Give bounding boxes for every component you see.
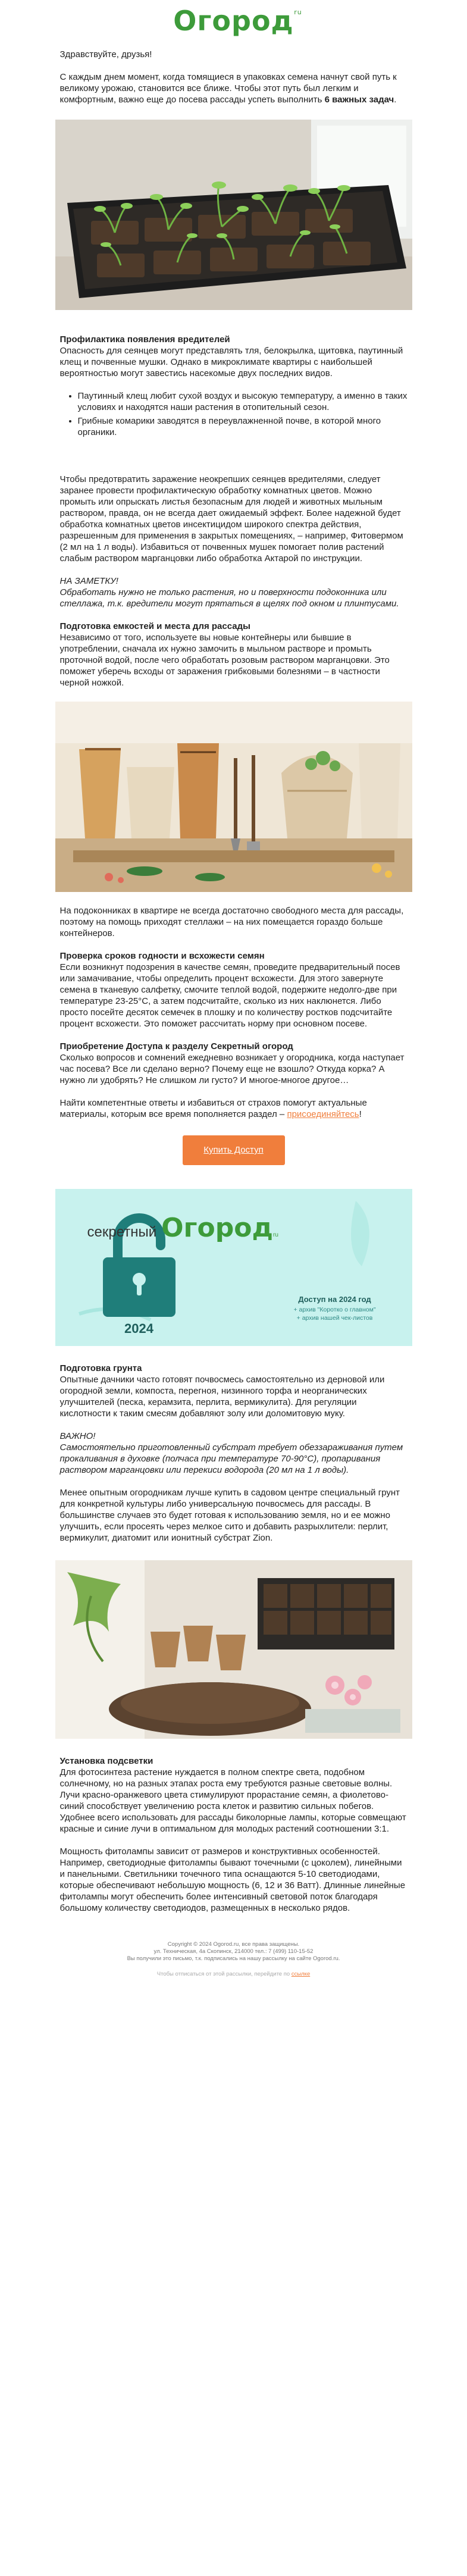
intro-section [55,49,412,105]
access-section [55,1041,412,1120]
light-section [55,1755,412,1914]
footer-reason: Вы получили это письмо, т.к. подписались на нашу рассылку на сайте Ogorod.ru. [127,1955,340,1962]
light-title: Установка подсветки [59,1756,153,1766]
join-link[interactable]: присоединяйтесь [287,1109,359,1119]
light-text-2: Мощность фитолампы зависит от размеров и конструктивных особенностей. Например, светодиодные фитолампы бывают точечными (с цоколем), линейными и панельными. Светильники точечного типа оснащаются 5-10 светодиодами, которые обеспечивают небольшую мощность (6, 12 и 36 Ватт). Длинные линейные фитолампы могут обеспечить более интенсивный световой поток благодаря большому количеству светодиодов, размещенных в несколько рядов. [59,1846,406,1913]
banner-line-1: + архив "Коротко о главном" [293,1306,376,1313]
buy-access-button[interactable]: Купить Доступ [183,1135,285,1165]
access-text-2: Найти компетентные ответы и избавиться от страхов помогут актуальные материалы, которым все время пополняется раздел – присоединяйтесь! [59,1098,367,1119]
soil-peat-pots-image [55,1560,412,1739]
brand-logo[interactable] [173,5,302,37]
banner-prefix: секретный [87,1224,157,1240]
containers-section [55,621,412,688]
pests-section [55,334,412,609]
list-item: • Паутинный клещ любит сухой воздух и высокую температуру, а именно в таких условиях и находятся наши растения в отопительный сезон. [78,390,408,413]
soil-text-2: Менее опытным огородникам лучше купить в садовом центре специальный грунт для конкретной культуры либо универсальную почвосмесь для рассады. В большинстве случаев это будет готовая к использованию земля, но и ее можно улучшить, если просеять через мелкое сито и добавить разрыхлители: перлит, вермикулит, диатомит или ионитный субстрат Zion. [59,1488,400,1543]
containers-text: Независимо от того, используете вы новые контейнеры или бывшие в употреблении, сначала их нужно замочить в мыльном растворе и промыть проточной водой, после чего обработать розовым раствором марганцовки. Это поможет уберечь всходы от заражения грибковыми болезнями – в частности черной ножкой. [59,633,390,688]
soil-section [55,1363,412,1544]
seeds-title: Проверка сроков годности и всхожести семян [59,951,265,961]
pests-note-title: НА ЗАМЕТКУ! [59,576,118,586]
logo-text: Огород [173,5,294,37]
pests-list [60,390,408,438]
buy-button-row [55,1135,412,1165]
footer-address: ул. Техническая, 4а Скопинск, 214000 тел.: 7 (499) 110-15-52 [153,1948,314,1955]
containers-section-2 [55,905,412,939]
seeds-section [55,950,412,1029]
greeting: Здравствуйте, друзья! [59,49,152,60]
soil-title: Подготовка грунта [59,1363,142,1373]
banner-logo-sup: ru [273,1232,278,1238]
banner-line-2: + архив нашей чек-листов [296,1314,373,1322]
pests-title: Профилактика появления вредителей [59,334,230,345]
list-item: • Грибные комарики заводятся в переувлажненной почве, в которой много органики. [78,415,408,438]
logo-sup: ru [294,8,302,16]
seedlings-tray-image [55,120,412,310]
footer-copyright: Copyright © 2024 Ogorod.ru, все права защищены. [167,1941,300,1948]
email-header [55,0,412,42]
intro-text: С каждым днем момент, когда томящиеся в упаковках семена начнут свой путь к великому урожаю, становится все ближе. Чтобы этот путь был легким и комфортным, важно еще до посева рассады успеть выполнить 6 важных задач. [59,72,397,105]
light-text: Для фотосинтеза растение нуждается в полном спектре света, подобном солнечному, но на разных этапах роста ему требуются разные световые волны. Лучи красно-оранжевого цвета стимулируют прорастание семян, а фиолетово-синий способствует увеличению роста клеток и развитию сильных побегов. Удобнее всего использовать для рассады биколорные лампы, которые совмещают красные и синие лучи в оптимальном для молодых растений соотношении 3:1. [59,1767,406,1834]
pests-text-2: Чтобы предотвратить заражение неокрепших сеянцев вредителями, следует заранее провести профилактическую обработку комнатных цветов. Можно промыть или опрыскать листья безопасным для людей и животных мыльным раствором, правда, он не всегда дает ожидаемый эффект. Более надежной будет обработка комнатных цветов инсектицидом широкого спектра действия, разрешенным для применения в закрытых помещениях, – например, Фитовермом (2 мл на 1 л воды). Избавиться от почвенных мушек помогает полив растений слабым раствором марганцовки либо обработка Актарой по инструкции. [59,474,403,564]
access-title: Приобретение Доступа к разделу Секретный огород [59,1041,293,1051]
banner-access-title: Доступ на 2024 год [298,1295,371,1304]
seeds-text: Если возникнут подозрения в качестве семян, проведите предварительный посев или замачивание, чтобы определить процент всхожести. Для этого завернуте семена в тканевую салфетку, смочите теплой водой, подержите недолго-две при температуре 23-25°С, а затем подсчитайте, сколько из них наклюнется. Либо просто посейте десяток семечек в плошку и по количеству ростков подсчитайте процент всхожести. Это поможет рассчитать норму при основном посеве. [59,962,400,1029]
containers-text-2: На подоконниках в квартире не всегда достаточно свободного места для рассады, поэтому на помощь приходят стеллажи – на них помещается гораздо больше контейнеров. [59,906,404,938]
pests-note-text: Обработать нужно не только растения, но и поверхности подоконника или стеллажа, т.к. вредители могут прятаться в щелях под окном и плинтусами. [59,587,399,609]
access-text: Сколько вопросов и сомнений ежедневно возникает у огородника, когда наступает час посева? Все ли сделано верно? Почему еще не взошло? Откуда корка? А нужно ли удобрять? Не слишком ли густо? И многое-многое другое… [59,1053,405,1085]
soil-note-text: Самостоятельно приготовленный субстрат требует обеззараживания путем прокаливания в духовке (полчаса при температуре 70-90°С), пропаривания раствором марганцовки или перекиси водорода (20 мл на 1 л воды). [59,1442,403,1475]
footer-unsubscribe: Чтобы отписаться от этой рассылки, перейдите по ссылке [156,1971,311,1977]
banner-year: 2024 [124,1321,153,1336]
pests-text: Опасность для сеянцев могут представлять тля, белокрылка, щитовка, паутинный клещ и почвенные мушки. Однако в микроклимате квартиры с наибольшей вероятностью могут завестись насекомые двух последних видов. [59,346,403,378]
banner-logo [87,1213,278,1243]
email-footer [55,1941,412,1978]
email-container [55,0,412,1978]
banner-logo-text: Огород [161,1213,274,1243]
pots-and-tools-image [55,702,412,892]
containers-title: Подготовка емкостей и места для рассады [59,621,250,631]
soil-text: Опытные дачники часто готовят почвосмесь самостоятельно из дерновой или огородной земли, компоста, перегноя, низинного торфа и неорганических улучшителей (песка, керамзита, перлита, вермикулита). Для регуляции кислотности к таким смесям добавляют золу или доломитовую муку. [59,1375,385,1419]
secret-garden-banner[interactable] [55,1189,412,1346]
unsubscribe-link[interactable]: ссылке [291,1971,311,1977]
soil-note-title: ВАЖНО! [59,1431,96,1441]
